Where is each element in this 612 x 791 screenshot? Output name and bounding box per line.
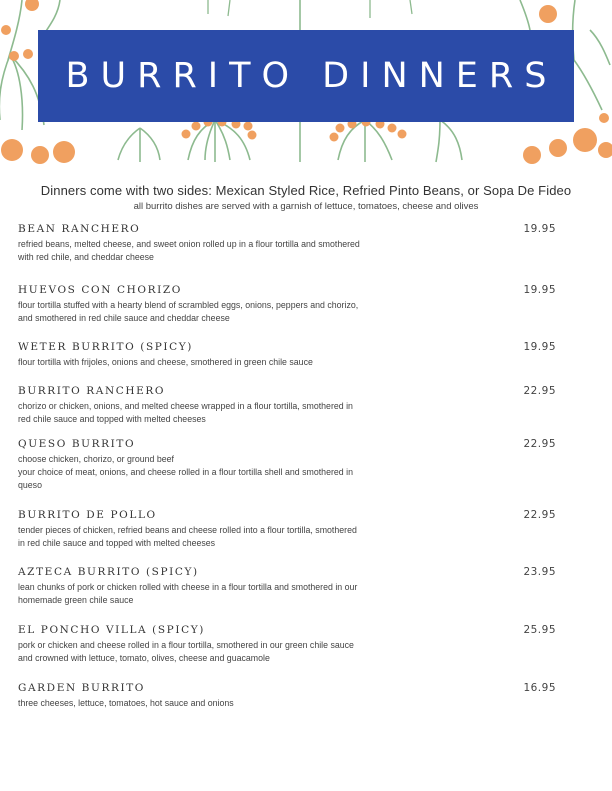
intro-section: [0, 183, 612, 212]
item-description: [18, 581, 413, 607]
desc-line: choose chicken, chorizo, or ground beef: [18, 454, 174, 464]
item-description: [18, 299, 413, 325]
item-description: [18, 524, 413, 550]
desc-line: and smothered in red chile sauce and cheddar cheese: [18, 313, 230, 323]
desc-line: your choice of meat, onions, and cheese rolled in a flour tortilla shell and smothered in: [18, 467, 353, 477]
menu-item: [18, 624, 558, 665]
desc-line: three cheeses, lettuce, tomatoes, hot sauce and onions: [18, 698, 234, 708]
desc-line: and crowned with lettuce, tomato, olives, cheese and guacamole: [18, 653, 270, 663]
item-price: 19.95: [523, 223, 556, 235]
menu-item: [18, 284, 558, 325]
sides-note: Dinners come with two sides: Mexican Styled Rice, Refried Pinto Beans, or Sopa De Fideo: [40, 183, 572, 198]
menu-item: [18, 385, 558, 426]
desc-line: flour tortilla stuffed with a hearty blend of scrambled eggs, onions, peppers and chorizo,: [18, 300, 359, 310]
item-name: AZTECA BURRITO (SPICY): [18, 566, 199, 578]
menu-item: [18, 438, 558, 492]
menu-item: [18, 341, 558, 369]
desc-line: queso: [18, 480, 42, 490]
desc-line: refried beans, melted cheese, and sweet onion rolled up in a flour tortilla and smothered: [18, 239, 360, 249]
item-price: 16.95: [523, 682, 556, 694]
item-name: WETER BURRITO (SPICY): [18, 341, 194, 353]
menu-item: [18, 682, 558, 710]
item-name: GARDEN BURRITO: [18, 682, 146, 694]
item-name: QUESO BURRITO: [18, 438, 136, 450]
item-price: 25.95: [523, 624, 556, 636]
item-description: [18, 356, 413, 369]
item-description: [18, 238, 413, 264]
desc-line: in red chile sauce and topped with melted cheeses: [18, 538, 216, 548]
desc-line: flour tortilla with frijoles, onions and cheese, smothered in green chile sauce: [18, 357, 313, 367]
desc-line: chorizo or chicken, onions, and melted cheese wrapped in a flour tortilla, smothered in: [18, 401, 353, 411]
page-title: BURRITO DINNERS: [65, 56, 558, 96]
item-price: 22.95: [523, 385, 556, 397]
item-price: 19.95: [523, 341, 556, 353]
item-price: 22.95: [523, 438, 556, 450]
item-name: BURRITO DE POLLO: [18, 509, 157, 521]
item-description: [18, 453, 413, 492]
title-banner: [38, 30, 574, 122]
desc-line: lean chunks of pork or chicken rolled with cheese in a flour tortilla and smothered in our: [18, 582, 358, 592]
item-name: BURRITO RANCHERO: [18, 385, 166, 397]
desc-line: pork or chicken and cheese rolled in a flour tortilla, smothered in our green chile sauce: [18, 640, 354, 650]
item-description: [18, 400, 413, 426]
item-name: EL PONCHO VILLA (SPICY): [18, 624, 205, 636]
desc-line: red chile sauce and topped with melted cheeses: [18, 414, 206, 424]
menu-item: [18, 566, 558, 607]
menu-item: [18, 509, 558, 550]
desc-line: with red chile, and cheddar cheese: [18, 252, 154, 262]
garnish-note: all burrito dishes are served with a garnish of lettuce, tomatoes, cheese and olives: [133, 201, 479, 212]
item-price: 23.95: [523, 566, 556, 578]
item-price: 22.95: [523, 509, 556, 521]
item-description: [18, 639, 413, 665]
menu-item: [18, 223, 558, 264]
item-price: 19.95: [523, 284, 556, 296]
desc-line: homemade green chile sauce: [18, 595, 134, 605]
item-name: BEAN RANCHERO: [18, 223, 141, 235]
item-name: HUEVOS CON CHORIZO: [18, 284, 182, 296]
desc-line: tender pieces of chicken, refried beans and cheese rolled into a flour tortilla, smothered: [18, 525, 357, 535]
item-description: [18, 697, 413, 710]
